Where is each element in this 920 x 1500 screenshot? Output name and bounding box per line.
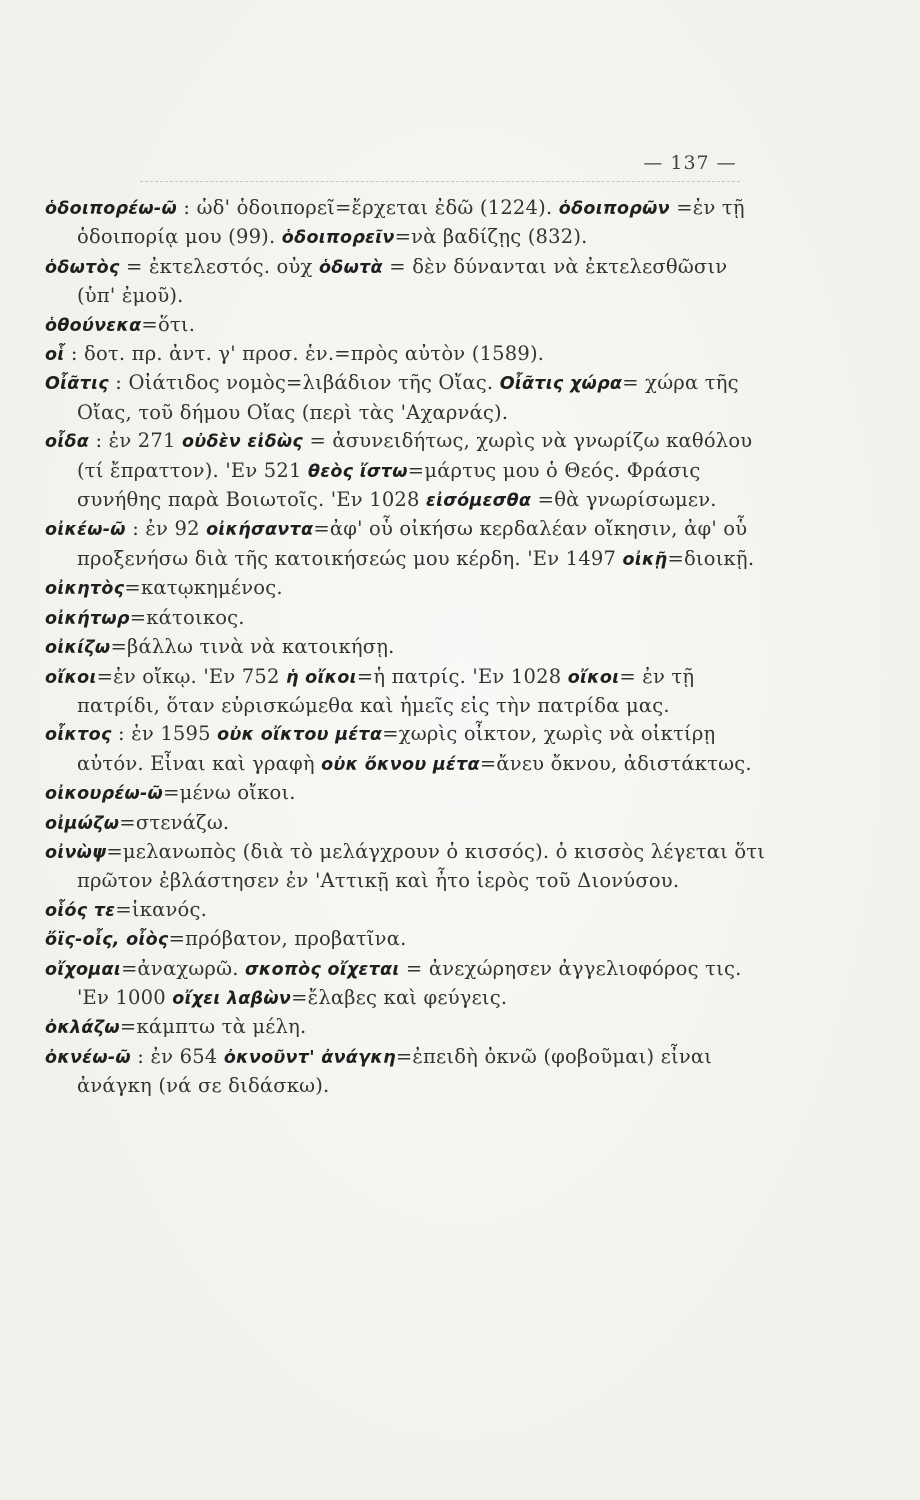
entry-definition: = ἐκτελεστός. οὐχ	[119, 254, 319, 278]
entry-headword: οἶδα	[45, 432, 90, 453]
entry-headword: ὀκνέω-ῶ	[45, 1047, 131, 1068]
entry-definition: =ἀφ' οὗ οἰκήσω κερδαλέαν οἴκησιν, ἀφ' οὗ προξενήσω διὰ τῆς κατοικήσεώς μου κέρδη. 'Εν 1497	[77, 517, 748, 570]
glossary-entry	[45, 896, 770, 925]
glossary-entry	[45, 369, 770, 427]
entry-definition: =στενάζω.	[119, 810, 230, 834]
entry-definition: =ἔλαβες καὶ φεύγεις.	[291, 985, 508, 1009]
entry-definition: =ἱκανός.	[115, 897, 207, 921]
entry-headword: οἰκήτωρ	[45, 608, 130, 629]
glossary-entry	[45, 633, 770, 662]
entry-headword: οἰκουρέω-ῶ	[45, 784, 164, 805]
entry-definition: =κάμπτω τὰ μέλη.	[119, 1015, 307, 1039]
glossary-entry	[45, 515, 770, 574]
glossary-entry	[45, 1043, 770, 1101]
entry-phrase: ὁδοιπορεῖν	[281, 228, 395, 249]
entry-phrase: ὁδωτὰ	[318, 257, 383, 278]
glossary-entry	[45, 779, 770, 808]
entry-phrase: οἰκήσαντα	[206, 520, 314, 541]
entry-phrase: οὐκ οἴκτου μέτα	[217, 725, 383, 746]
entry-phrase: οὐκ ὄκνου μέτα	[321, 754, 480, 775]
entry-definition: =ἀναχωρῶ.	[120, 956, 245, 980]
entry-definition: =μελανωπὸς (διὰ τὸ μελάγχρουν ὁ κισσός). ὁ κισσὸς λέγεται ὅτι πρῶτον ἐβλάστησεν ἐν 'Αττικῇ καὶ ἦτο ἱερὸς τοῦ Διονύσου.	[77, 839, 766, 893]
entry-definition: =ἐν τῇ ὁδοιπορίᾳ μου (99).	[77, 196, 745, 249]
glossary-entry	[45, 574, 770, 603]
glossary-entry	[45, 1013, 770, 1042]
glossary-entry	[45, 604, 770, 633]
entry-phrase: οὐδὲν εἰδὼς	[182, 432, 304, 453]
entry-phrase: οἴχει λαβὼν	[172, 988, 292, 1009]
glossary-entry	[45, 340, 770, 369]
glossary-entry	[45, 720, 770, 779]
entry-definition: =ἡ πατρίς. 'Εν 1028	[356, 664, 568, 688]
glossary-entry	[45, 838, 770, 896]
header-rule	[140, 181, 740, 182]
glossary-entries	[45, 194, 770, 1101]
entry-definition: : ἐν 654	[130, 1044, 224, 1068]
entry-definition: =ἐν οἴκῳ. 'Εν 752	[96, 664, 287, 688]
entry-definition: : ὡδ' ὁδοιπορεῖ=ἔρχεται ἐδῶ (1224).	[177, 196, 559, 219]
entry-headword: ὀκλάζω	[45, 1018, 120, 1039]
entry-definition: : ἐν 1595	[111, 722, 218, 746]
entry-headword: οἰκητὸς	[45, 579, 125, 600]
entry-definition: =διοικῇ.	[667, 546, 755, 570]
entry-headword: οἰκέω-ῶ	[45, 520, 126, 541]
entry-phrase: ὀκνοῦντ' ἀνάγκη	[223, 1047, 396, 1068]
entry-definition: : ἐν 271	[89, 429, 182, 453]
entry-phrase: ὁδοιπορῶν	[558, 199, 670, 219]
entry-headword: οἷ	[45, 345, 65, 366]
entry-definition: : ἐν 92	[125, 517, 207, 541]
entry-headword: ὁδωτὸς	[45, 257, 120, 278]
glossary-entry	[45, 311, 770, 340]
glossary-entry	[45, 809, 770, 838]
entry-definition: = χώρα τῆς Οἴας, τοῦ δήμου Οἴας (περὶ τὰς 'Αχαρνάς).	[77, 371, 739, 424]
entry-headword: ὁδοιπορέω-ῶ	[45, 199, 178, 219]
entry-definition: : δοτ. πρ. ἀντ. γ' προσ. ἑν.=πρὸς αὐτὸν (1589).	[64, 342, 545, 366]
entry-definition: = ἀνεχώρησεν ἀγγελιοφόρος τις. 'Εν 1000	[77, 956, 742, 1009]
entry-definition: =θὰ γνωρίσωμεν.	[531, 488, 717, 512]
entry-phrase: εἰσόμεσθα	[426, 491, 532, 512]
entry-headword: οἶκτος	[45, 725, 112, 746]
entry-phrase: οἴκοι	[567, 667, 620, 688]
entry-definition: : Οἰάτιδος νομὸς=λιβάδιον τῆς Οἴας.	[108, 371, 500, 395]
entry-definition: =ἐπειδὴ ὀκνῶ (φοβοῦμαι) εἶναι ἀνάγκη (νά σε διδάσκω).	[77, 1044, 713, 1098]
page-number: — 137 —	[643, 152, 737, 174]
entry-headword: οἰκίζω	[45, 638, 111, 659]
entry-phrase: σκοπὸς οἴχεται	[245, 959, 400, 980]
entry-headword: ὄϊς-οἶς, οἶὸς	[45, 930, 169, 951]
entry-definition: =βάλλω τινὰ νὰ κατοικήσῃ.	[110, 635, 395, 659]
entry-definition: =κάτοικος.	[129, 605, 245, 629]
glossary-entry	[45, 194, 770, 253]
entry-phrase: οἰκῇ	[622, 549, 668, 570]
entry-definition: =μένω οἴκοι.	[163, 781, 296, 805]
entry-headword: Οἶᾶτις	[45, 374, 109, 395]
entry-phrase: ἡ οἴκοι	[286, 667, 357, 688]
entry-headword: οἷός τε	[45, 900, 116, 921]
glossary-entry	[45, 253, 770, 311]
entry-headword: οἴκοι	[45, 667, 97, 688]
entry-definition: = δὲν δύνανται νὰ ἐκτελεσθῶσιν (ὑπ' ἐμοῦ).	[77, 254, 728, 308]
entry-definition: =κατῳκημένος.	[124, 576, 283, 600]
entry-definition: =ὅτι.	[141, 312, 196, 336]
entry-phrase: Οἶᾶτις χώρα	[499, 374, 623, 395]
entry-headword: οἰμώζω	[45, 813, 120, 834]
entry-definition: =πρόβατον, προβατῖνα.	[168, 927, 407, 951]
glossary-entry	[45, 925, 770, 954]
entry-phrase: θεὸς ἴστω	[308, 461, 408, 482]
entry-headword: οἴχομαι	[45, 959, 121, 980]
entry-headword: οἰνὼψ	[45, 842, 107, 863]
entry-definition: =ἄνευ ὄκνου, ἀδιστάκτως.	[479, 751, 752, 775]
entry-definition: =μάρτυς μου ὁ Θεός. Φράσις συνήθης παρὰ Βοιωτοῖς. 'Εν 1028	[77, 458, 701, 512]
entry-definition: = ἀσυνειδήτως, χωρὶς νὰ γνωρίζω καθόλου (τί ἔπραττον). 'Εν 521	[77, 429, 753, 482]
entry-definition: =χωρὶς οἶκτον, χωρὶς νὰ οἰκτίρῃ αὐτόν. Εἶναι καὶ γραφὴ	[77, 722, 716, 775]
glossary-entry	[45, 663, 770, 721]
glossary-entry	[45, 427, 770, 515]
glossary-entry	[45, 955, 770, 1014]
entry-definition: =νὰ βαδίζῃς (832).	[394, 225, 588, 249]
entry-definition: = ἐν τῇ πατρίδι, ὅταν εὑρισκώμεθα καὶ ἡμεῖς εἰς τὴν πατρίδα μας.	[77, 664, 695, 717]
entry-headword: ὁθούνεκα	[45, 315, 142, 336]
